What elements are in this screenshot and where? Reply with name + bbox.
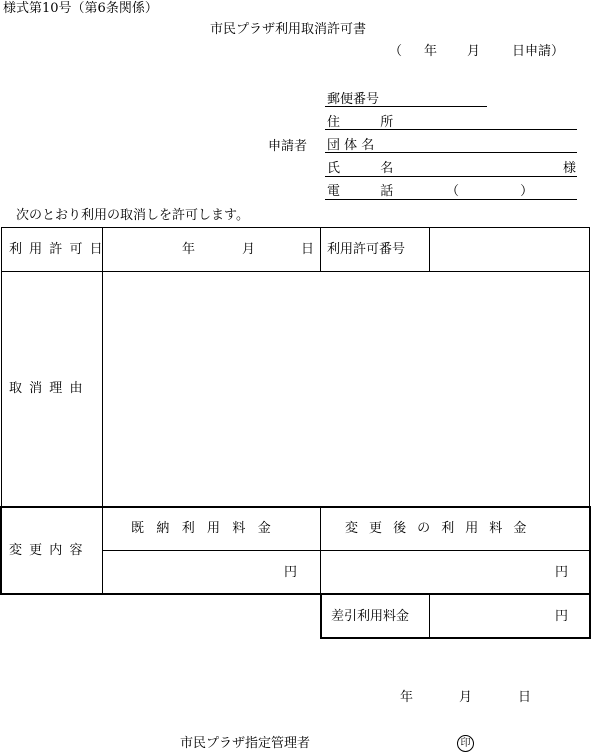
permission-statement: 次のとおり利用の取消しを許可します。 (16, 208, 249, 223)
application-date-year: 年 (424, 44, 438, 59)
difference-fee-label: 差引利用料金 (331, 609, 410, 624)
paid-fee-label: 既納利用料金 (131, 521, 284, 536)
table-col-divider-3 (429, 227, 430, 271)
footer-date-year: 年 (400, 690, 414, 705)
new-fee-yen: 円 (555, 565, 569, 580)
phone-parentheses: （ ） (446, 184, 545, 199)
form-code: 様式第10号（第6条関係） (3, 1, 158, 16)
honorific-sama: 様 (563, 161, 577, 176)
paid-fee-yen: 円 (284, 565, 298, 580)
phone-label: 電 話 (327, 184, 407, 199)
document-title: 市民プラザ利用取消許可書 (210, 22, 367, 37)
difference-fee-yen: 円 (555, 609, 569, 624)
application-date-day: 日申請） (512, 44, 565, 59)
permit-date-day: 日 (301, 242, 315, 257)
change-row-divider (102, 550, 590, 551)
table-col-divider-2 (320, 227, 321, 271)
difference-col-divider (429, 595, 430, 638)
plaza-manager-label: 市民プラザ指定管理者 (180, 736, 311, 751)
permit-date-month: 月 (242, 242, 256, 257)
change-contents-label: 変更内容 (9, 543, 90, 558)
applicant-label: 申請者 (268, 139, 308, 154)
name-line (325, 176, 577, 177)
postal-code-line (325, 106, 487, 107)
organization-line (325, 152, 577, 153)
new-fee-label: 変更後の利用料金 (345, 521, 538, 536)
seal-mark: 印 (457, 735, 474, 752)
permit-date-year: 年 (182, 242, 196, 257)
application-date-open-paren: （ (389, 44, 403, 59)
permit-date-label: 利用許可日 (9, 242, 110, 257)
application-date-month: 月 (467, 44, 481, 59)
table-col-divider (102, 227, 103, 507)
phone-line (325, 199, 577, 200)
main-table (1, 227, 590, 507)
footer-date-month: 月 (459, 690, 473, 705)
cancel-reason-label: 取消理由 (9, 381, 90, 396)
address-line (325, 129, 577, 130)
address-label: 住 所 (327, 115, 407, 130)
permit-number-label: 利用許可番号 (327, 242, 406, 257)
postal-code-label: 郵便番号 (327, 92, 380, 107)
organization-label: 団 体 名 (327, 138, 375, 153)
table-row-divider (1, 271, 590, 272)
footer-date-day: 日 (518, 690, 532, 705)
name-label: 氏 名 (327, 161, 407, 176)
